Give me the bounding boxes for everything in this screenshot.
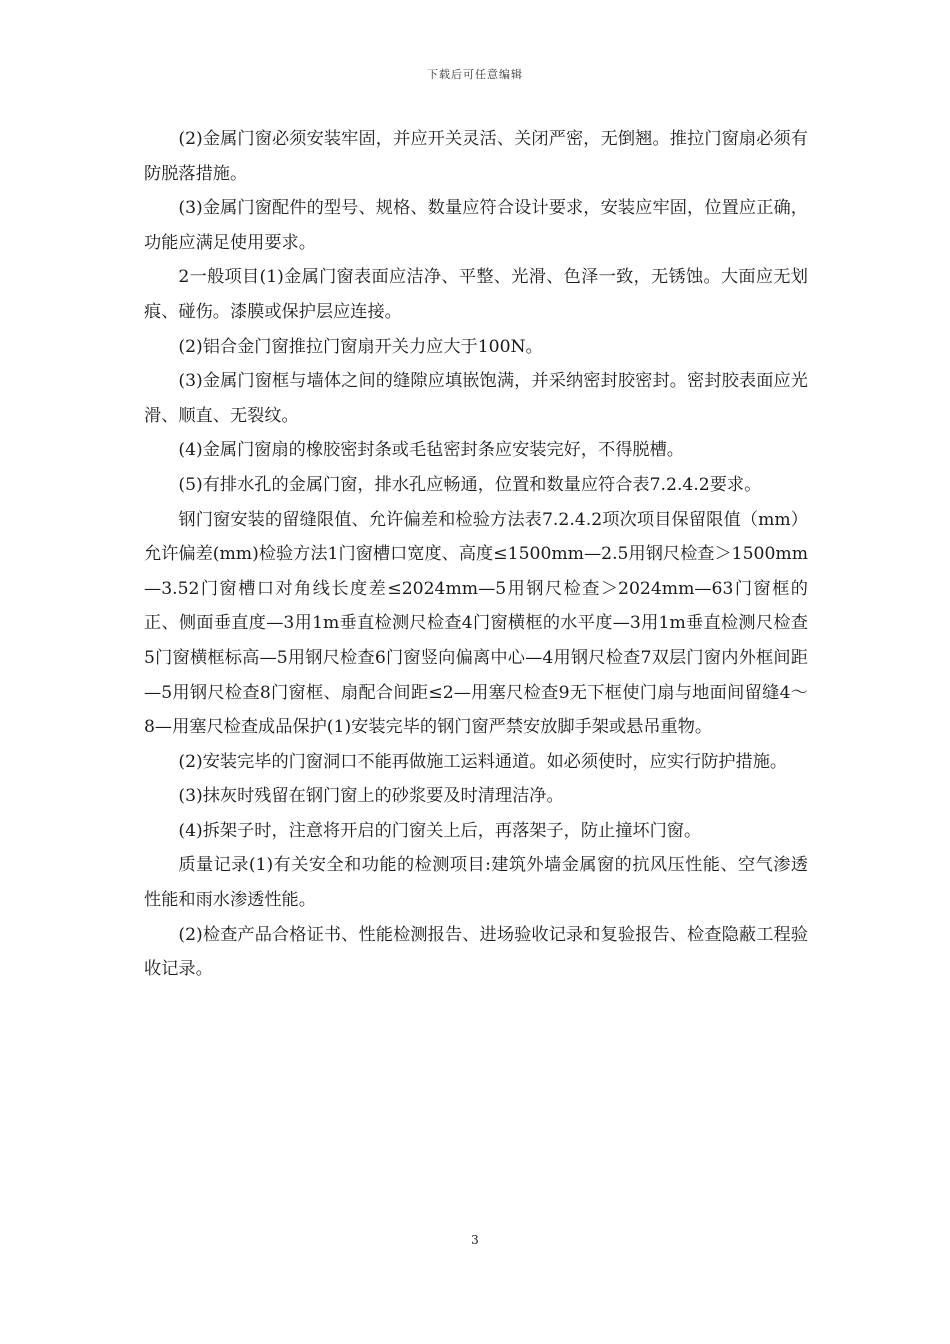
paragraph: 钢门窗安装的留缝限值、允许偏差和检验方法表7.2.4.2项次项目保留限值（mm）允许偏差(mm)检验方法1门窗槽口宽度、高度≤1500mm—2.5用钢尺检查＞1500mm—3.52门窗槽口对角线长度差≤2024mm—5用钢尺检查＞2024mm—63门窗框的正、侧面垂直度—3用1m垂直检测尺检查4门窗横框的水平度—3用1m垂直检测尺检查5门窗横框标高—5用钢尺检查6门窗竖向偏离中心—4用钢尺检查7双层门窗内外框间距—5用钢尺检查8门窗框、扇配合间距≤2—用塞尺检查9无下框使门扇与地面间留缝4～8—用塞尺检查成品保护(1)安装完毕的钢门窗严禁安放脚手架或悬吊重物。 [144,509,808,738]
page-header: 下载后可任意编辑 [427,68,523,81]
paragraph: (4)金属门窗扇的橡胶密封条或毛毡密封条应安装完好，不得脱槽。 [178,440,684,461]
paragraph: (3)金属门窗框与墙体之间的缝隙应填嵌饱满，并采纳密封胶密封。密封胶表面应光滑、顺直、无裂纹。 [144,371,808,426]
paragraph: (2)检查产品合格证书、性能检测报告、进场验收记录和复验报告、检查隐蔽工程验收记录。 [144,924,808,980]
paragraph: (4)拆架子时，注意将开启的门窗关上后，再落架子，防止撞坏门窗。 [178,820,702,841]
paragraph: (2)铝合金门窗推拉门窗扇开关力应大于100N。 [178,336,543,357]
paragraph: 2一般项目(1)金属门窗表面应洁净、平整、光滑、色泽一致，无锈蚀。大面应无划痕、碰伤。漆膜或保护层应连接。 [144,267,808,322]
paragraph: (3)金属门窗配件的型号、规格、数量应符合设计要求，安装应牢固，位置应正确，功能应满足使用要求。 [144,198,808,253]
paragraph: (5)有排水孔的金属门窗，排水孔应畅通，位置和数量应符合表7.2.4.2要求。 [178,474,762,495]
paragraph: (3)抹灰时残留在钢门窗上的砂浆要及时清理洁净。 [178,786,564,807]
paragraph: 质量记录(1)有关安全和功能的检测项目:建筑外墙金属窗的抗风压性能、空气渗透性能和雨水渗透性能。 [144,855,808,911]
document-body [144,122,808,987]
paragraph: (2)安装完毕的门窗洞口不能再做施工运料通道。如必须使时，应实行防护措施。 [178,751,788,772]
paragraph: (2)金属门窗必须安装牢固，并应开关灵活、关闭严密，无倒翘。推拉门窗扇必须有防脱落措施。 [144,129,808,184]
page-number: 3 [471,1233,479,1247]
